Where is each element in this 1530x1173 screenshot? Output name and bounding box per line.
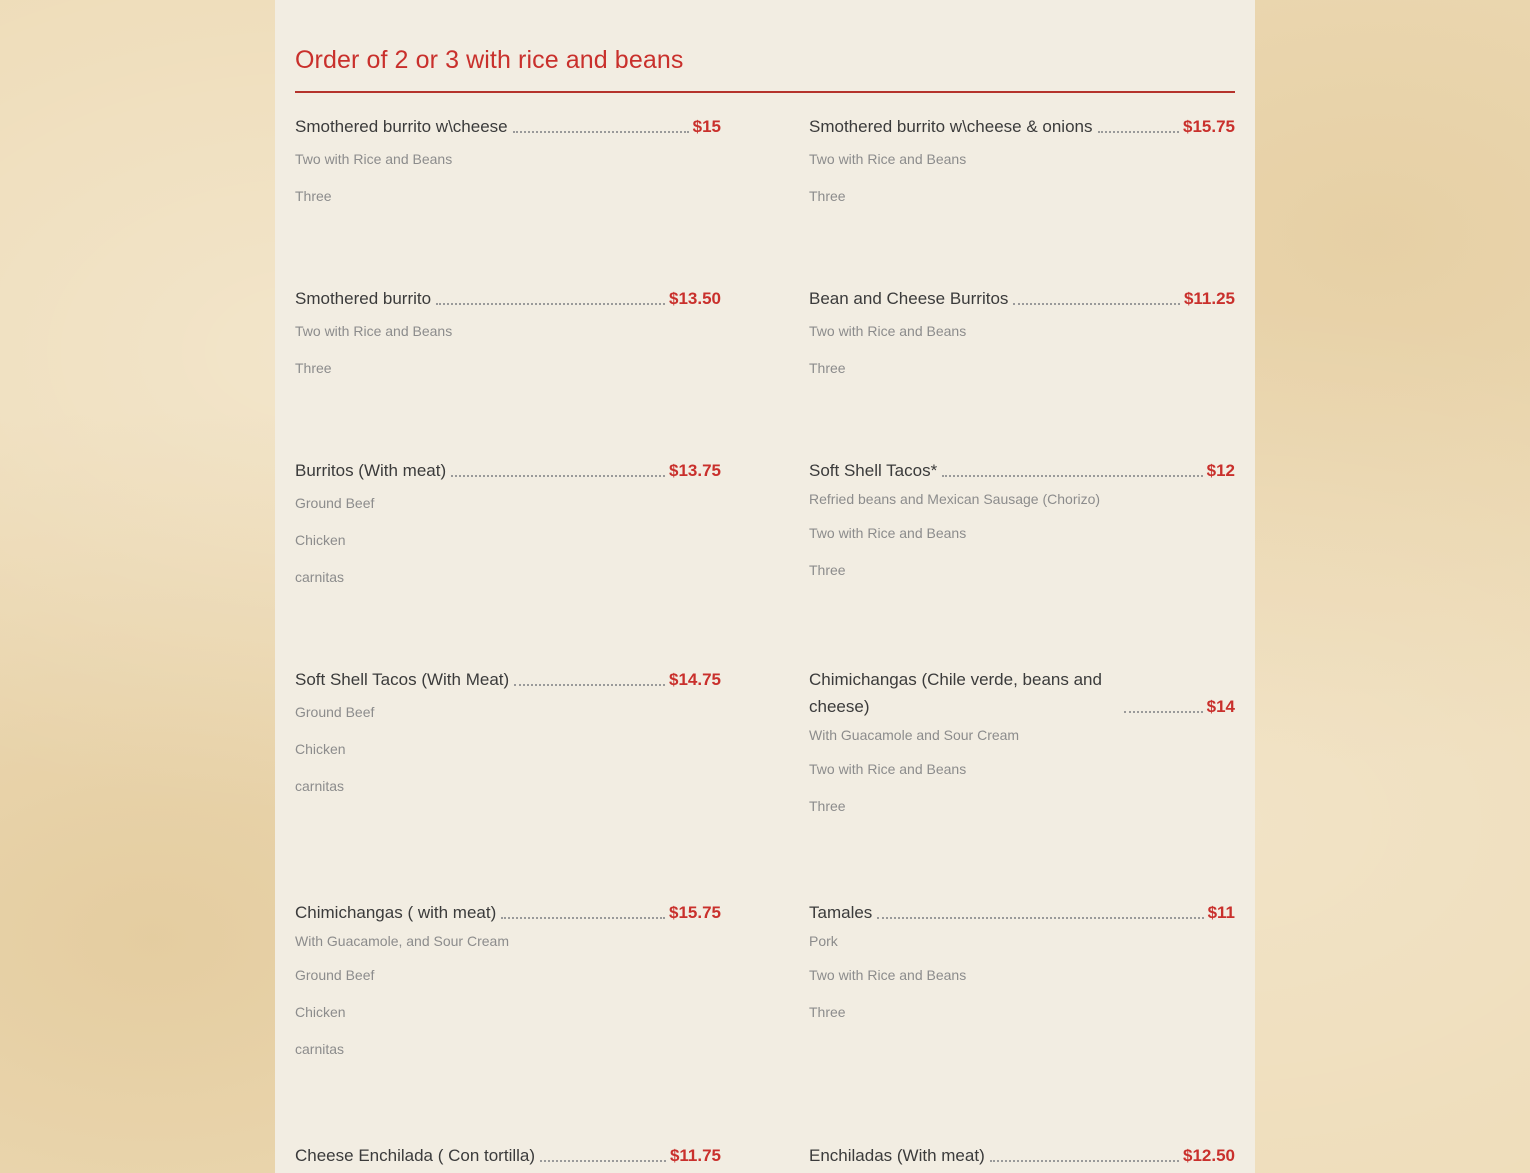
menu-item <box>295 457 721 604</box>
menu-item <box>295 899 721 1076</box>
menu-item-description: Refried beans and Mexican Sausage (Chorizo) <box>809 491 1101 507</box>
menu-item <box>295 285 721 395</box>
dot-leader <box>436 303 665 305</box>
menu-item-name: Smothered burrito <box>295 289 432 308</box>
menu-item-description: With Guacamole, and Sour Cream <box>295 933 509 949</box>
menu-item-description: With Guacamole and Sour Cream <box>809 727 1020 743</box>
menu-item <box>809 285 1235 395</box>
menu-item <box>295 1142 721 1169</box>
menu-item-price: $15.75 <box>1183 117 1235 136</box>
dot-leader <box>514 684 665 686</box>
menu-item <box>809 113 1235 223</box>
menu-item <box>295 666 721 813</box>
menu-item-option: Chicken <box>295 1004 346 1020</box>
menu-item-name: Smothered burrito w\cheese <box>295 117 508 136</box>
menu-item-option: carnitas <box>295 778 345 794</box>
menu-item-option: Three <box>809 1004 846 1020</box>
menu-item-name: Soft Shell Tacos* <box>809 461 938 480</box>
dot-leader <box>1098 131 1180 133</box>
menu-item-price: $13.75 <box>669 461 721 480</box>
menu-item <box>809 1142 1235 1169</box>
menu-item <box>295 113 721 223</box>
menu-item-price: $11.75 <box>669 1146 721 1165</box>
menu-item-description: Pork <box>809 933 838 949</box>
dot-leader <box>513 131 689 133</box>
menu-item-option: Three <box>809 360 846 376</box>
menu-item-option: Two with Rice and Beans <box>809 967 967 983</box>
menu-item-option: Two with Rice and Beans <box>809 761 967 777</box>
menu-item-option: Two with Rice and Beans <box>295 323 453 339</box>
menu-item-price: $14.75 <box>669 670 721 689</box>
menu-item-option: Ground Beef <box>295 967 375 983</box>
dot-leader <box>942 475 1202 477</box>
dot-leader <box>501 917 665 919</box>
dot-leader <box>1124 711 1203 713</box>
menu-item-option: Chicken <box>295 532 346 548</box>
menu-item-name: Chimichangas (Chile verde, beans and cheese) <box>809 670 1102 716</box>
menu-item-option: Three <box>295 360 332 376</box>
menu-item-price: $13.50 <box>669 289 721 308</box>
title-divider <box>295 91 1235 93</box>
menu-item-option: Three <box>809 188 846 204</box>
menu-item <box>809 457 1235 597</box>
menu-panel <box>275 0 1255 1173</box>
menu-item-name: Bean and Cheese Burritos <box>809 289 1009 308</box>
menu-item-name: Burritos (With meat) <box>295 461 447 480</box>
menu-item-name: Soft Shell Tacos (With Meat) <box>295 670 510 689</box>
menu-item-name: Enchiladas (With meat) <box>809 1146 985 1165</box>
menu-item-name: Chimichangas ( with meat) <box>295 903 497 922</box>
menu-item-price: $14 <box>1206 697 1235 716</box>
menu-item-name: Smothered burrito w\cheese & onions <box>809 117 1093 136</box>
menu-item-option: Three <box>809 798 846 814</box>
menu-item-option: Two with Rice and Beans <box>809 151 967 167</box>
menu-item-option: Three <box>295 188 332 204</box>
menu-item-option: Three <box>809 562 846 578</box>
menu-item-name: Tamales <box>809 903 873 922</box>
menu-item-option: Ground Beef <box>295 495 375 511</box>
menu-item-name: Cheese Enchilada ( Con tortilla) <box>295 1146 536 1165</box>
menu-item-option: Chicken <box>295 741 346 757</box>
menu-item-option: carnitas <box>295 569 345 585</box>
menu-item-option: Ground Beef <box>295 704 375 720</box>
dot-leader <box>540 1160 666 1162</box>
menu-item-option: carnitas <box>295 1041 345 1057</box>
dot-leader <box>990 1160 1179 1162</box>
dot-leader <box>877 917 1203 919</box>
menu-item-price: $12 <box>1206 461 1235 480</box>
menu-item <box>809 899 1235 1039</box>
menu-item-price: $12.50 <box>1183 1146 1235 1165</box>
menu-item-option: Two with Rice and Beans <box>809 525 967 541</box>
menu-item-price: $15.75 <box>669 903 721 922</box>
section-title: Order of 2 or 3 with rice and beans <box>295 46 684 74</box>
menu-item <box>809 666 1235 833</box>
dot-leader <box>1013 303 1180 305</box>
menu-item-price: $11 <box>1207 903 1235 922</box>
menu-item-option: Two with Rice and Beans <box>295 151 453 167</box>
menu-item-option: Two with Rice and Beans <box>809 323 967 339</box>
dot-leader <box>451 475 665 477</box>
menu-item-price: $15 <box>692 117 721 136</box>
menu-item-price: $11.25 <box>1183 289 1235 308</box>
